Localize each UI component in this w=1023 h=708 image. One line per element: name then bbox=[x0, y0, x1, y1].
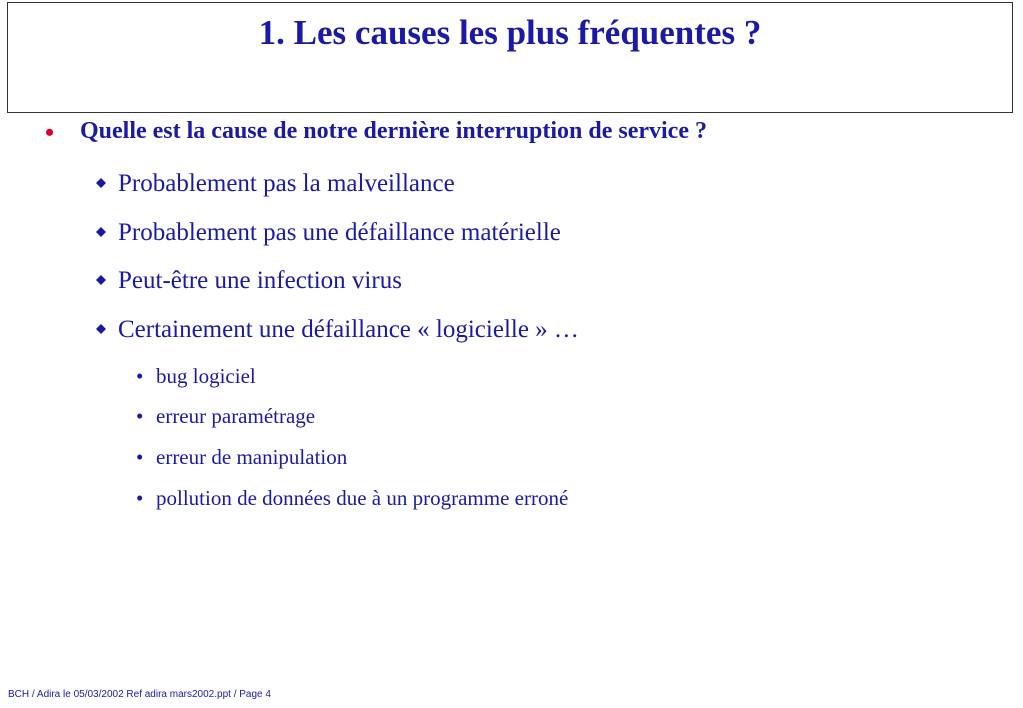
sub-bullet-text: Certainement une défaillance « logicielle » … bbox=[118, 316, 579, 343]
sub-sub-bullet-text: erreur de manipulation bbox=[156, 445, 348, 469]
slide-title: 1. Les causes les plus fréquentes ? bbox=[258, 13, 762, 52]
bullet-marker: • bbox=[136, 445, 144, 469]
footer-text: BCH / Adira le 05/03/2002 Ref adira mars2002.ppt / Page 4 bbox=[8, 689, 271, 700]
sub-bullet-text: Peut-être une infection virus bbox=[118, 267, 402, 294]
diamond-icon bbox=[96, 227, 106, 237]
sub-sub-bullet-text: pollution de données due à un programme erroné bbox=[156, 486, 569, 510]
bullet-marker: • bbox=[45, 118, 55, 147]
bullet-marker: • bbox=[136, 486, 144, 510]
sub-sub-bullet-text: erreur paramétrage bbox=[156, 404, 316, 428]
sub-sub-bullet-text: bug logiciel bbox=[156, 364, 256, 388]
bullet-text: Quelle est la cause de notre dernière interruption de service ? bbox=[80, 118, 707, 144]
bullet-marker: • bbox=[136, 404, 144, 428]
diamond-icon bbox=[96, 275, 106, 285]
sub-bullet-text: Probablement pas la malveillance bbox=[118, 170, 455, 197]
diamond-icon bbox=[96, 178, 106, 188]
title-box bbox=[7, 2, 1013, 113]
diamond-icon bbox=[96, 324, 106, 334]
bullet-marker: • bbox=[136, 364, 144, 388]
sub-bullet-text: Probablement pas une défaillance matérielle bbox=[118, 219, 561, 246]
